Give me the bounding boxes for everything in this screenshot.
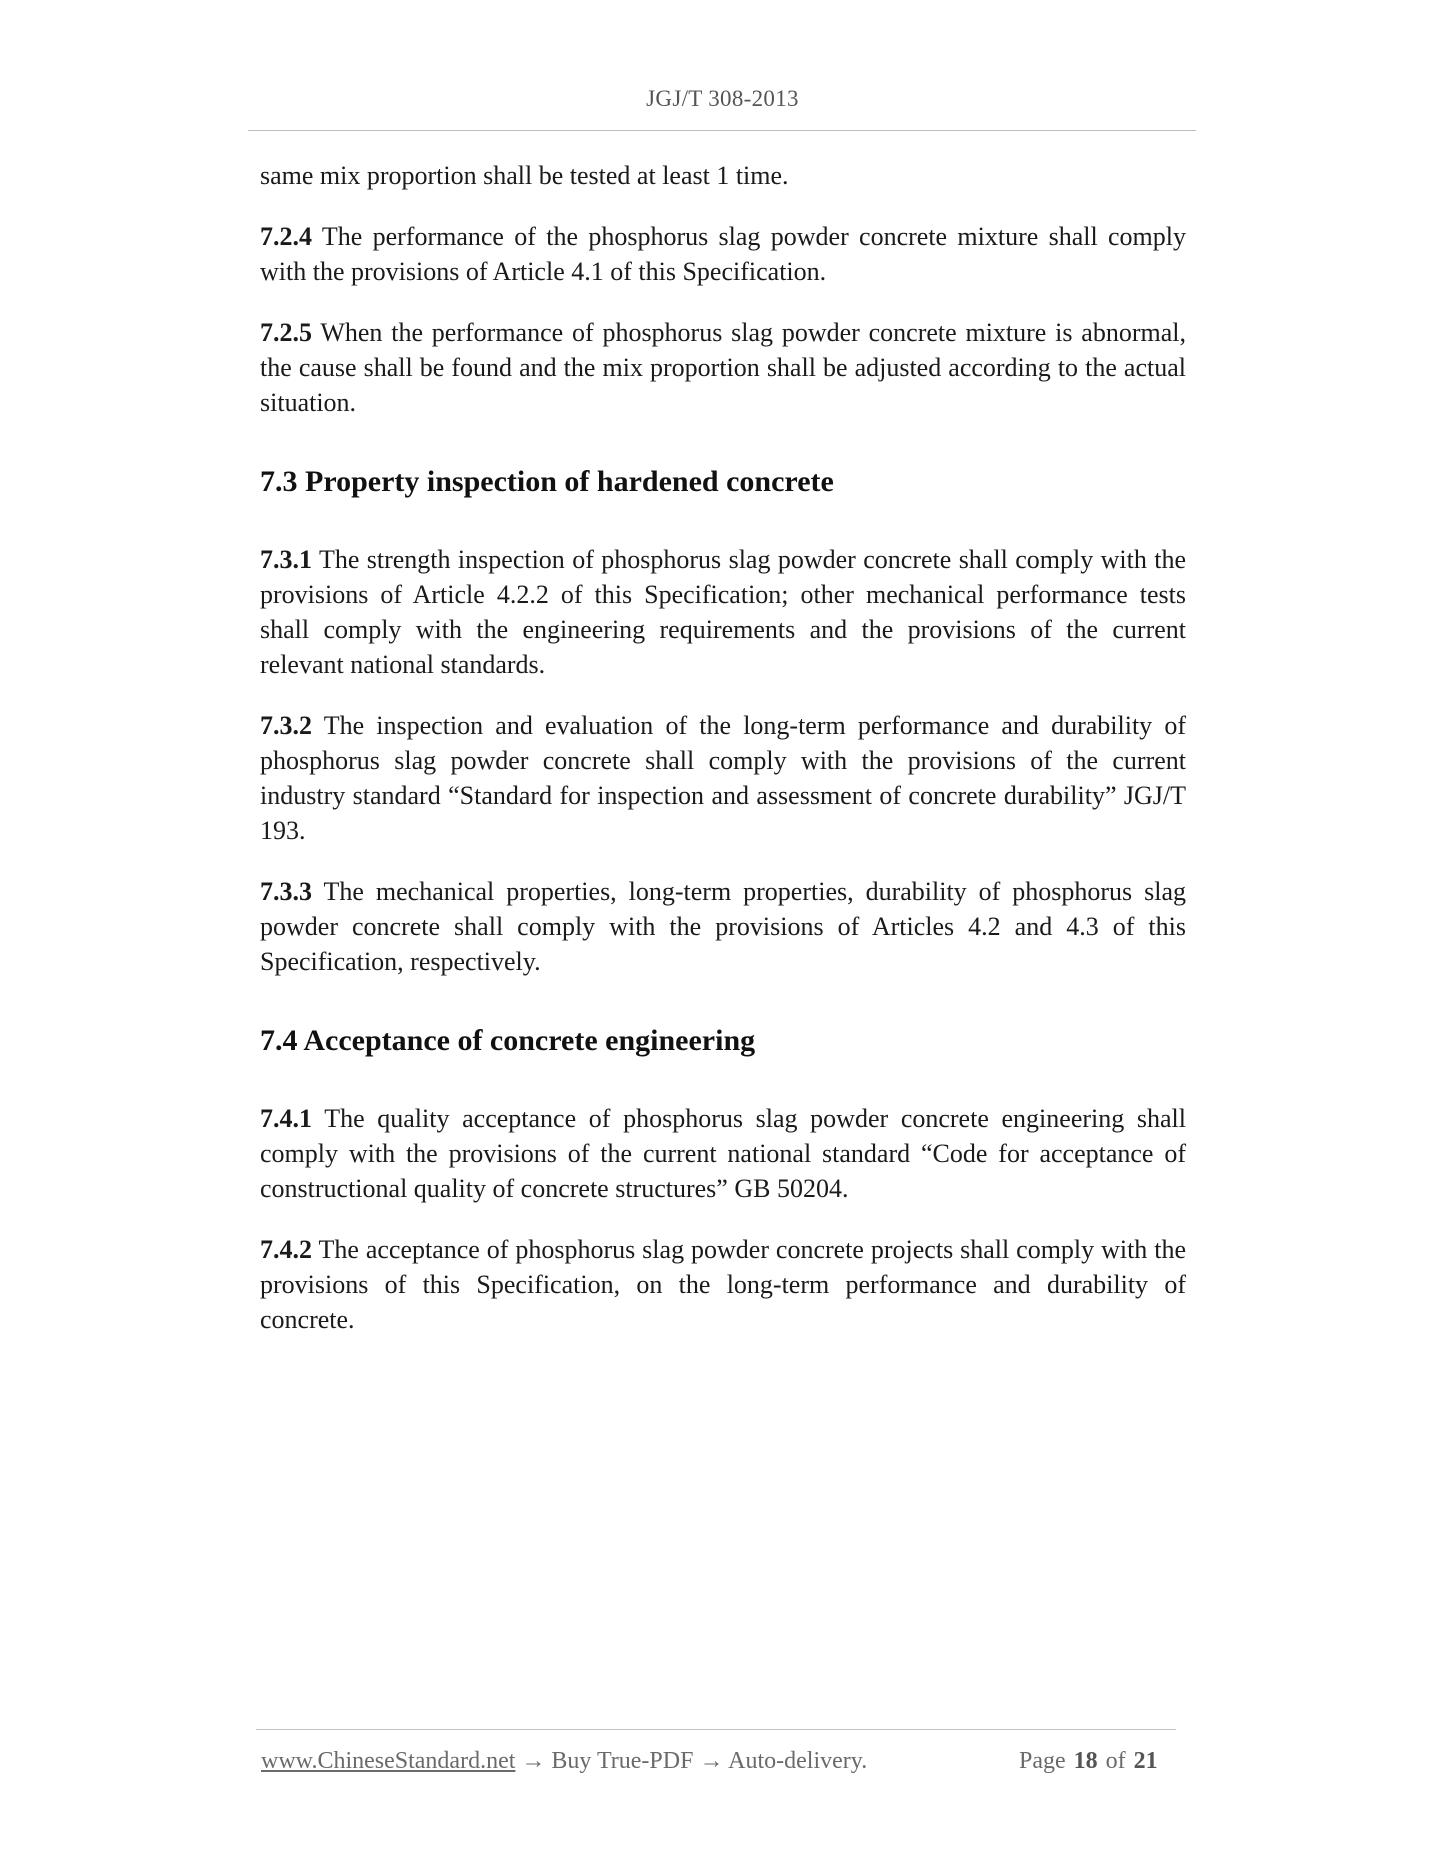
clause-number: 7.4.2 <box>260 1235 312 1264</box>
clause-number: 7.2.4 <box>260 222 312 251</box>
arrow-right-icon: → <box>699 1748 724 1774</box>
clause-7-3-3 <box>260 874 1186 979</box>
clause-number: 7.3.3 <box>260 877 312 906</box>
footer-divider <box>256 1729 1176 1730</box>
clause-number: 7.2.5 <box>260 318 312 347</box>
page-number <box>1019 1748 1158 1775</box>
clause-text: The quality acceptance of phosphorus slag powder concrete engineering shall comply with the provisions of the current national standard “Code for acceptance of constructional quality of concrete structures” GB 50204. <box>260 1104 1186 1203</box>
continued-paragraph: same mix proportion shall be tested at least 1 time. <box>260 161 789 190</box>
document-body <box>260 158 1186 1363</box>
clause-text: When the performance of phosphorus slag powder concrete mixture is abnormal, the cause shall be found and the mix proportion shall be adjusted according to the actual situation. <box>260 318 1186 417</box>
clause-7-2-5 <box>260 315 1186 420</box>
clause-text: The strength inspection of phosphorus slag powder concrete shall comply with the provisions of Article 4.2.2 of this Specification; other mechanical performance tests shall comply with the engineering requirements and the provisions of the current relevant national standards. <box>260 545 1186 679</box>
arrow-right-icon: → <box>521 1748 546 1774</box>
clause-text: The mechanical properties, long-term properties, durability of phosphorus slag powder concrete shall comply with the provisions of Articles 4.2 and 4.3 of this Specification, respectively. <box>260 877 1186 976</box>
clause-7-2-4 <box>260 219 1186 289</box>
page-total: 21 <box>1133 1748 1158 1774</box>
website-link[interactable]: www.ChineseStandard.net <box>261 1748 516 1774</box>
clause-7-3-2 <box>260 708 1186 848</box>
clause-number: 7.3.2 <box>260 711 312 740</box>
section-heading-7-4: 7.4 Acceptance of concrete engineering <box>260 1024 756 1057</box>
clause-text: The performance of the phosphorus slag powder concrete mixture shall comply with the provisions of Article 4.1 of this Specification. <box>260 222 1186 286</box>
footer-promo <box>261 1748 867 1775</box>
clause-text: The inspection and evaluation of the long-term performance and durability of phosphorus slag powder concrete shall comply with the provisions of the current industry standard “Standard for inspection and assessment of concrete durability” JGJ/T 193. <box>260 711 1187 845</box>
clause-number: 7.4.1 <box>260 1104 312 1133</box>
document-header-title: JGJ/T 308-2013 <box>646 86 799 111</box>
clause-7-3-1 <box>260 542 1186 682</box>
clause-text: The acceptance of phosphorus slag powder concrete projects shall comply with the provisions of this Specification, on the long-term performance and durability of concrete. <box>260 1235 1186 1334</box>
buy-true-pdf-text: Buy True-PDF <box>551 1748 694 1774</box>
page-current: 18 <box>1073 1748 1098 1774</box>
clause-7-4-1 <box>260 1101 1186 1206</box>
clause-number: 7.3.1 <box>260 545 312 574</box>
auto-delivery-text: Auto-delivery. <box>728 1748 868 1774</box>
section-heading-7-3: 7.3 Property inspection of hardened concrete <box>260 465 834 498</box>
page-of-label: of <box>1105 1748 1126 1774</box>
page-label: Page <box>1019 1748 1066 1774</box>
header-divider <box>248 130 1196 131</box>
clause-7-4-2 <box>260 1232 1186 1337</box>
